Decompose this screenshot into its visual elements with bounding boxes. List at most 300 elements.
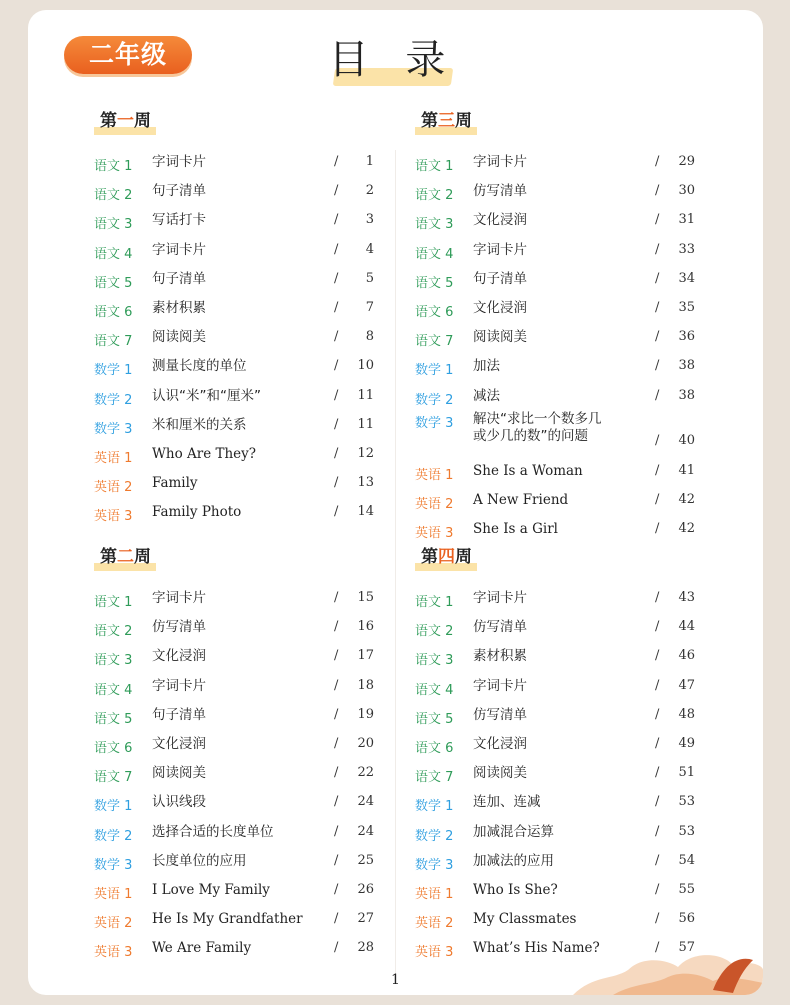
entry-separator: / bbox=[334, 648, 339, 664]
entry-subject: 英语 2 bbox=[415, 916, 454, 932]
toc-entry[interactable] bbox=[94, 382, 424, 411]
entry-title-line: 仿写清单 bbox=[473, 706, 527, 723]
entry-separator: / bbox=[334, 765, 339, 781]
toc-entry[interactable] bbox=[415, 265, 745, 294]
entry-title-line: 测量长度的单位 bbox=[152, 358, 247, 375]
entry-page-number: 31 bbox=[678, 212, 695, 228]
week-title-number: 三 bbox=[438, 111, 455, 131]
entry-title bbox=[473, 300, 527, 317]
entry-title bbox=[152, 853, 247, 870]
toc-entry[interactable] bbox=[415, 382, 745, 411]
entry-page-number: 54 bbox=[678, 852, 695, 868]
toc-entry[interactable] bbox=[94, 876, 424, 905]
entry-page-number: 2 bbox=[365, 183, 374, 199]
entry-page-number: 38 bbox=[678, 358, 695, 374]
entry-page-number: 49 bbox=[678, 735, 695, 751]
entry-subject: 语文 6 bbox=[415, 304, 454, 320]
toc-entry[interactable] bbox=[94, 701, 424, 730]
entry-title-line: 文化浸润 bbox=[473, 212, 527, 229]
entry-page-number: 53 bbox=[678, 823, 695, 839]
entry-title bbox=[473, 648, 527, 665]
title-area bbox=[318, 32, 468, 92]
entry-subject: 语文 4 bbox=[415, 246, 454, 262]
entry-separator: / bbox=[655, 387, 660, 403]
entry-separator: / bbox=[334, 940, 339, 956]
toc-entry[interactable] bbox=[415, 177, 745, 206]
entry-title bbox=[473, 590, 527, 607]
entry-title-line: She Is a Woman bbox=[473, 462, 583, 479]
entry-title-line: 字词卡片 bbox=[152, 241, 206, 258]
entry-subject: 英语 1 bbox=[94, 450, 133, 466]
entry-title bbox=[152, 824, 274, 841]
entry-page-number: 42 bbox=[678, 521, 695, 537]
toc-entry[interactable] bbox=[415, 788, 745, 817]
entry-page-number: 24 bbox=[357, 823, 374, 839]
entry-title-line: 阅读阅美 bbox=[152, 765, 206, 782]
entry-title-line: 句子清单 bbox=[152, 270, 206, 287]
entry-subject: 语文 7 bbox=[94, 334, 133, 350]
entry-subject: 英语 1 bbox=[94, 886, 133, 902]
entry-separator: / bbox=[334, 270, 339, 286]
entry-title bbox=[473, 329, 527, 346]
week-title-number: 一 bbox=[117, 111, 134, 131]
entry-title bbox=[473, 271, 527, 288]
entry-separator: / bbox=[655, 794, 660, 810]
entry-title-line: 素材积累 bbox=[473, 648, 527, 665]
entry-page-number: 17 bbox=[357, 648, 374, 664]
entry-subject: 英语 1 bbox=[415, 886, 454, 902]
entry-subject: 语文 7 bbox=[415, 334, 454, 350]
entry-subject: 英语 2 bbox=[94, 480, 133, 496]
entry-page-number: 13 bbox=[357, 475, 374, 491]
toc-entry[interactable] bbox=[94, 323, 424, 352]
entry-page-number: 12 bbox=[357, 445, 374, 461]
toc-entry[interactable] bbox=[415, 584, 745, 613]
week-title-number: 二 bbox=[117, 547, 134, 567]
entry-title-line: Family Photo bbox=[152, 504, 242, 521]
entry-title-line: 文化浸润 bbox=[152, 648, 206, 665]
week-2-section bbox=[94, 542, 424, 963]
entry-title bbox=[152, 271, 206, 288]
toc-entry[interactable] bbox=[415, 411, 745, 457]
entry-title-line: 字词卡片 bbox=[473, 677, 527, 694]
entry-page-number: 56 bbox=[678, 911, 695, 927]
entry-subject: 英语 3 bbox=[415, 945, 454, 961]
entry-title-line: 素材积累 bbox=[152, 299, 206, 316]
entry-page-number: 26 bbox=[357, 881, 374, 897]
toc-entry[interactable] bbox=[94, 642, 424, 671]
entry-subject: 数学 1 bbox=[415, 799, 454, 815]
entry-separator: / bbox=[334, 823, 339, 839]
entry-title bbox=[473, 463, 583, 480]
entry-subject: 语文 3 bbox=[94, 653, 133, 669]
entry-title-line: 字词卡片 bbox=[473, 154, 527, 170]
toc-entry[interactable] bbox=[94, 411, 424, 440]
week-title-prefix: 第 bbox=[421, 111, 438, 131]
entry-separator: / bbox=[655, 648, 660, 664]
entry-page-number: 14 bbox=[357, 504, 374, 520]
entry-title bbox=[152, 765, 206, 782]
entry-title-line: My Classmates bbox=[473, 911, 577, 928]
entry-page-number: 24 bbox=[357, 794, 374, 810]
entry-separator: / bbox=[334, 590, 339, 605]
entry-page-number: 27 bbox=[357, 911, 374, 927]
entry-separator: / bbox=[334, 183, 339, 199]
entry-separator: / bbox=[334, 241, 339, 257]
toc-list bbox=[415, 584, 745, 963]
toc-entry[interactable] bbox=[415, 206, 745, 235]
toc-entry[interactable] bbox=[415, 847, 745, 876]
entry-subject: 英语 2 bbox=[94, 916, 133, 932]
entry-subject: 语文 1 bbox=[415, 595, 454, 610]
entry-title bbox=[473, 242, 527, 259]
entry-separator: / bbox=[334, 445, 339, 461]
entry-separator: / bbox=[655, 911, 660, 927]
entry-page-number: 11 bbox=[357, 416, 374, 432]
entry-title bbox=[152, 940, 251, 957]
entry-separator: / bbox=[655, 299, 660, 315]
entry-title-line: 认识线段 bbox=[152, 794, 206, 811]
entry-page-number: 16 bbox=[357, 619, 374, 635]
toc-entry[interactable] bbox=[415, 148, 745, 177]
entry-title-line: 加减法的应用 bbox=[473, 852, 554, 869]
entry-title-line: Who Are They? bbox=[152, 445, 257, 462]
entry-page-number: 57 bbox=[678, 940, 695, 956]
week-3-section bbox=[415, 106, 745, 544]
entry-separator: / bbox=[655, 212, 660, 228]
toc-entry[interactable] bbox=[415, 236, 745, 265]
entry-page-number: 4 bbox=[365, 241, 374, 257]
entry-separator: / bbox=[334, 329, 339, 345]
entry-title bbox=[473, 388, 500, 405]
week-title-prefix: 第 bbox=[100, 547, 117, 567]
entry-separator: / bbox=[655, 462, 660, 478]
toc-entry[interactable] bbox=[94, 905, 424, 934]
entry-separator: / bbox=[334, 475, 339, 491]
toc-entry[interactable] bbox=[415, 457, 745, 486]
toc-entry[interactable] bbox=[94, 177, 424, 206]
entry-title bbox=[473, 853, 554, 870]
toc-entry[interactable] bbox=[94, 613, 424, 642]
entry-page-number: 48 bbox=[678, 706, 695, 722]
entry-page-number: 19 bbox=[357, 706, 374, 722]
entry-subject: 数学 2 bbox=[94, 392, 133, 408]
entry-page-number: 5 bbox=[365, 270, 374, 286]
entry-title bbox=[152, 648, 206, 665]
toc-page bbox=[28, 10, 763, 995]
entry-title-line: A New Friend bbox=[473, 491, 569, 508]
entry-separator: / bbox=[655, 590, 660, 605]
toc-entry[interactable] bbox=[94, 934, 424, 963]
entry-separator: / bbox=[655, 270, 660, 286]
entry-title bbox=[473, 154, 527, 171]
entry-subject: 数学 2 bbox=[415, 392, 454, 408]
entry-subject: 语文 2 bbox=[415, 624, 454, 640]
toc-entry[interactable] bbox=[415, 294, 745, 323]
entry-page-number: 22 bbox=[357, 765, 374, 781]
entry-title-line: He Is My Grandfather bbox=[152, 911, 303, 928]
entry-subject: 语文 6 bbox=[94, 740, 133, 756]
entry-subject: 英语 1 bbox=[415, 467, 454, 483]
entry-title-line: 文化浸润 bbox=[473, 735, 527, 752]
entry-title-line: I Love My Family bbox=[152, 881, 270, 898]
entry-page-number: 55 bbox=[678, 881, 695, 897]
entry-page-number: 34 bbox=[678, 270, 695, 286]
entry-title-line: 字词卡片 bbox=[473, 241, 527, 258]
entry-subject: 语文 4 bbox=[94, 246, 133, 262]
toc-list bbox=[94, 584, 424, 963]
entry-page-number: 25 bbox=[357, 852, 374, 868]
toc-entry[interactable] bbox=[415, 701, 745, 730]
entry-separator: / bbox=[655, 154, 660, 169]
entry-subject: 语文 2 bbox=[94, 188, 133, 204]
entry-subject: 英语 2 bbox=[415, 496, 454, 512]
entry-title-line: 仿写清单 bbox=[473, 619, 527, 636]
entry-title-line: 仿写清单 bbox=[152, 619, 206, 636]
toc-entry[interactable] bbox=[415, 759, 745, 788]
entry-separator: / bbox=[334, 677, 339, 693]
week-title bbox=[415, 542, 745, 572]
entry-title bbox=[473, 492, 568, 509]
entry-title bbox=[152, 911, 303, 928]
entry-subject: 语文 3 bbox=[415, 653, 454, 669]
toc-entry[interactable] bbox=[94, 584, 424, 613]
entry-separator: / bbox=[334, 212, 339, 228]
entry-separator: / bbox=[334, 706, 339, 722]
entry-page-number: 28 bbox=[357, 940, 374, 956]
entry-subject: 语文 5 bbox=[94, 275, 133, 291]
entry-title bbox=[152, 183, 206, 200]
entry-title-line: 文化浸润 bbox=[152, 735, 206, 752]
week-title bbox=[94, 106, 424, 136]
entry-title bbox=[473, 411, 602, 445]
entry-separator: / bbox=[334, 504, 339, 520]
toc-list bbox=[415, 148, 745, 544]
toc-entry[interactable] bbox=[94, 294, 424, 323]
entry-title bbox=[152, 388, 261, 405]
entry-separator: / bbox=[334, 794, 339, 810]
entry-separator: / bbox=[334, 911, 339, 927]
entry-title bbox=[473, 882, 558, 899]
entry-separator: / bbox=[334, 619, 339, 635]
entry-title-line: 连加、连减 bbox=[473, 794, 541, 811]
entry-title bbox=[473, 765, 527, 782]
entry-separator: / bbox=[655, 852, 660, 868]
toc-entry[interactable] bbox=[415, 730, 745, 759]
entry-title-line: Who Is She? bbox=[473, 881, 558, 898]
entry-title-line: 句子清单 bbox=[152, 706, 206, 723]
entry-subject: 语文 7 bbox=[415, 770, 454, 786]
toc-entry[interactable] bbox=[415, 876, 745, 905]
toc-entry[interactable] bbox=[415, 818, 745, 847]
entry-title-line: 长度单位的应用 bbox=[152, 852, 247, 869]
toc-entry[interactable] bbox=[94, 672, 424, 701]
entry-subject: 英语 3 bbox=[94, 945, 133, 961]
entry-separator: / bbox=[655, 358, 660, 374]
toc-entry[interactable] bbox=[415, 352, 745, 381]
entry-title-line: 阅读阅美 bbox=[152, 329, 206, 346]
entry-subject: 语文 3 bbox=[94, 217, 133, 233]
entry-page-number: 18 bbox=[357, 677, 374, 693]
entry-page-number: 30 bbox=[678, 183, 695, 199]
toc-entry[interactable] bbox=[415, 613, 745, 642]
entry-subject: 语文 5 bbox=[415, 275, 454, 291]
entry-title-line: 字词卡片 bbox=[473, 590, 527, 606]
entry-subject: 语文 2 bbox=[415, 188, 454, 204]
entry-title-line: Family bbox=[152, 475, 198, 492]
entry-subject: 数学 2 bbox=[94, 828, 133, 844]
entry-title-line: She Is a Girl bbox=[473, 521, 558, 538]
toc-entry[interactable] bbox=[415, 323, 745, 352]
entry-title-line: 句子清单 bbox=[152, 183, 206, 200]
entry-separator: / bbox=[655, 619, 660, 635]
toc-entry[interactable] bbox=[415, 515, 745, 544]
entry-title-line: 选择合适的长度单位 bbox=[152, 823, 274, 840]
entry-subject: 语文 6 bbox=[94, 304, 133, 320]
toc-entry[interactable] bbox=[415, 642, 745, 671]
entry-page-number: 40 bbox=[678, 432, 695, 448]
toc-entry[interactable] bbox=[415, 486, 745, 515]
entry-page-number: 7 bbox=[365, 299, 374, 315]
week-title bbox=[94, 542, 424, 572]
entry-title bbox=[473, 794, 541, 811]
entry-title-line: 字词卡片 bbox=[152, 677, 206, 694]
entry-title bbox=[473, 678, 527, 695]
entry-separator: / bbox=[655, 241, 660, 257]
entry-title bbox=[473, 212, 527, 229]
toc-list bbox=[94, 148, 424, 527]
toc-entry[interactable] bbox=[94, 236, 424, 265]
entry-page-number: 51 bbox=[678, 765, 695, 781]
entry-title bbox=[152, 358, 247, 375]
entry-page-number: 36 bbox=[678, 329, 695, 345]
toc-entry[interactable] bbox=[94, 206, 424, 235]
toc-entry[interactable] bbox=[94, 847, 424, 876]
entry-title bbox=[152, 329, 206, 346]
entry-page-number: 53 bbox=[678, 794, 695, 810]
entry-title-line: 阅读阅美 bbox=[473, 765, 527, 782]
entry-separator: / bbox=[655, 823, 660, 839]
entry-subject: 数学 3 bbox=[415, 857, 454, 873]
entry-separator: / bbox=[655, 881, 660, 897]
entry-separator: / bbox=[655, 765, 660, 781]
entry-subject: 语文 2 bbox=[94, 624, 133, 640]
page-title: 目 录 bbox=[328, 37, 458, 83]
entry-page-number: 15 bbox=[357, 590, 374, 605]
entry-page-number: 35 bbox=[678, 299, 695, 315]
week-title-prefix: 第 bbox=[100, 111, 117, 131]
entry-title-line: We Are Family bbox=[152, 940, 252, 957]
toc-entry[interactable] bbox=[94, 440, 424, 469]
toc-entry[interactable] bbox=[94, 498, 424, 527]
entry-title bbox=[152, 446, 256, 463]
entry-subject: 英语 3 bbox=[94, 509, 133, 525]
entry-title bbox=[152, 475, 198, 492]
page-number: 1 bbox=[391, 972, 400, 988]
entry-title bbox=[152, 678, 206, 695]
entry-title bbox=[152, 154, 206, 171]
entry-page-number: 20 bbox=[357, 735, 374, 751]
cloud-decoration-icon bbox=[573, 925, 763, 995]
entry-title bbox=[152, 242, 206, 259]
entry-separator: / bbox=[655, 706, 660, 722]
entry-separator: / bbox=[334, 358, 339, 374]
entry-page-number: 33 bbox=[678, 241, 695, 257]
entry-title bbox=[473, 619, 527, 636]
entry-separator: / bbox=[334, 154, 339, 169]
entry-page-number: 29 bbox=[678, 154, 695, 169]
entry-subject: 语文 4 bbox=[94, 682, 133, 698]
entry-separator: / bbox=[334, 881, 339, 897]
entry-title-line-2: 或少几的数”的问题 bbox=[473, 427, 588, 444]
entry-subject: 语文 5 bbox=[94, 711, 133, 727]
entry-subject: 语文 5 bbox=[415, 711, 454, 727]
grade-badge: 二年级 bbox=[64, 36, 192, 74]
entry-subject: 语文 7 bbox=[94, 770, 133, 786]
entry-page-number: 47 bbox=[678, 677, 695, 693]
entry-separator: / bbox=[334, 852, 339, 868]
entry-title bbox=[473, 358, 500, 375]
week-title-suffix: 周 bbox=[134, 111, 151, 131]
entry-page-number: 8 bbox=[365, 329, 374, 345]
entry-separator: / bbox=[655, 521, 660, 537]
entry-separator: / bbox=[655, 940, 660, 956]
week-title-prefix: 第 bbox=[421, 547, 438, 567]
toc-entry[interactable] bbox=[94, 788, 424, 817]
entry-page-number: 38 bbox=[678, 387, 695, 403]
entry-title-line: 字词卡片 bbox=[152, 590, 206, 606]
toc-entry[interactable] bbox=[94, 148, 424, 177]
toc-entry[interactable] bbox=[415, 672, 745, 701]
toc-entry[interactable] bbox=[94, 730, 424, 759]
toc-entry[interactable] bbox=[94, 352, 424, 381]
entry-separator: / bbox=[334, 416, 339, 432]
toc-entry[interactable] bbox=[94, 759, 424, 788]
entry-title-line: 加减混合运算 bbox=[473, 823, 554, 840]
entry-separator: / bbox=[655, 432, 660, 448]
toc-entry[interactable] bbox=[94, 818, 424, 847]
entry-subject: 数学 3 bbox=[94, 421, 133, 437]
entry-separator: / bbox=[334, 387, 339, 403]
entry-title bbox=[152, 590, 206, 607]
entry-title bbox=[152, 300, 206, 317]
entry-subject: 语文 3 bbox=[415, 217, 454, 233]
entry-page-number: 3 bbox=[365, 212, 374, 228]
entry-separator: / bbox=[334, 299, 339, 315]
week-1-section bbox=[94, 106, 424, 527]
toc-entry[interactable] bbox=[94, 469, 424, 498]
entry-title-line: 加法 bbox=[473, 358, 500, 375]
entry-subject: 语文 1 bbox=[415, 159, 454, 174]
entry-subject: 语文 1 bbox=[94, 595, 133, 610]
week-4-section bbox=[415, 542, 745, 963]
entry-subject: 数学 3 bbox=[415, 415, 454, 431]
entry-title-line: 解决“求比一个数多几 bbox=[473, 410, 602, 427]
entry-separator: / bbox=[655, 183, 660, 199]
entry-separator: / bbox=[655, 329, 660, 345]
entry-title-line: 认识“米”和“厘米” bbox=[152, 387, 261, 404]
entry-page-number: 42 bbox=[678, 491, 695, 507]
entry-title-line: 仿写清单 bbox=[473, 183, 527, 200]
entry-title bbox=[473, 183, 527, 200]
entry-title bbox=[152, 619, 206, 636]
entry-page-number: 43 bbox=[678, 590, 695, 605]
entry-title-line: 写话打卡 bbox=[152, 212, 206, 229]
entry-page-number: 11 bbox=[357, 387, 374, 403]
toc-entry[interactable] bbox=[94, 265, 424, 294]
entry-subject: 数学 1 bbox=[415, 363, 454, 379]
entry-title-line: 字词卡片 bbox=[152, 154, 206, 170]
